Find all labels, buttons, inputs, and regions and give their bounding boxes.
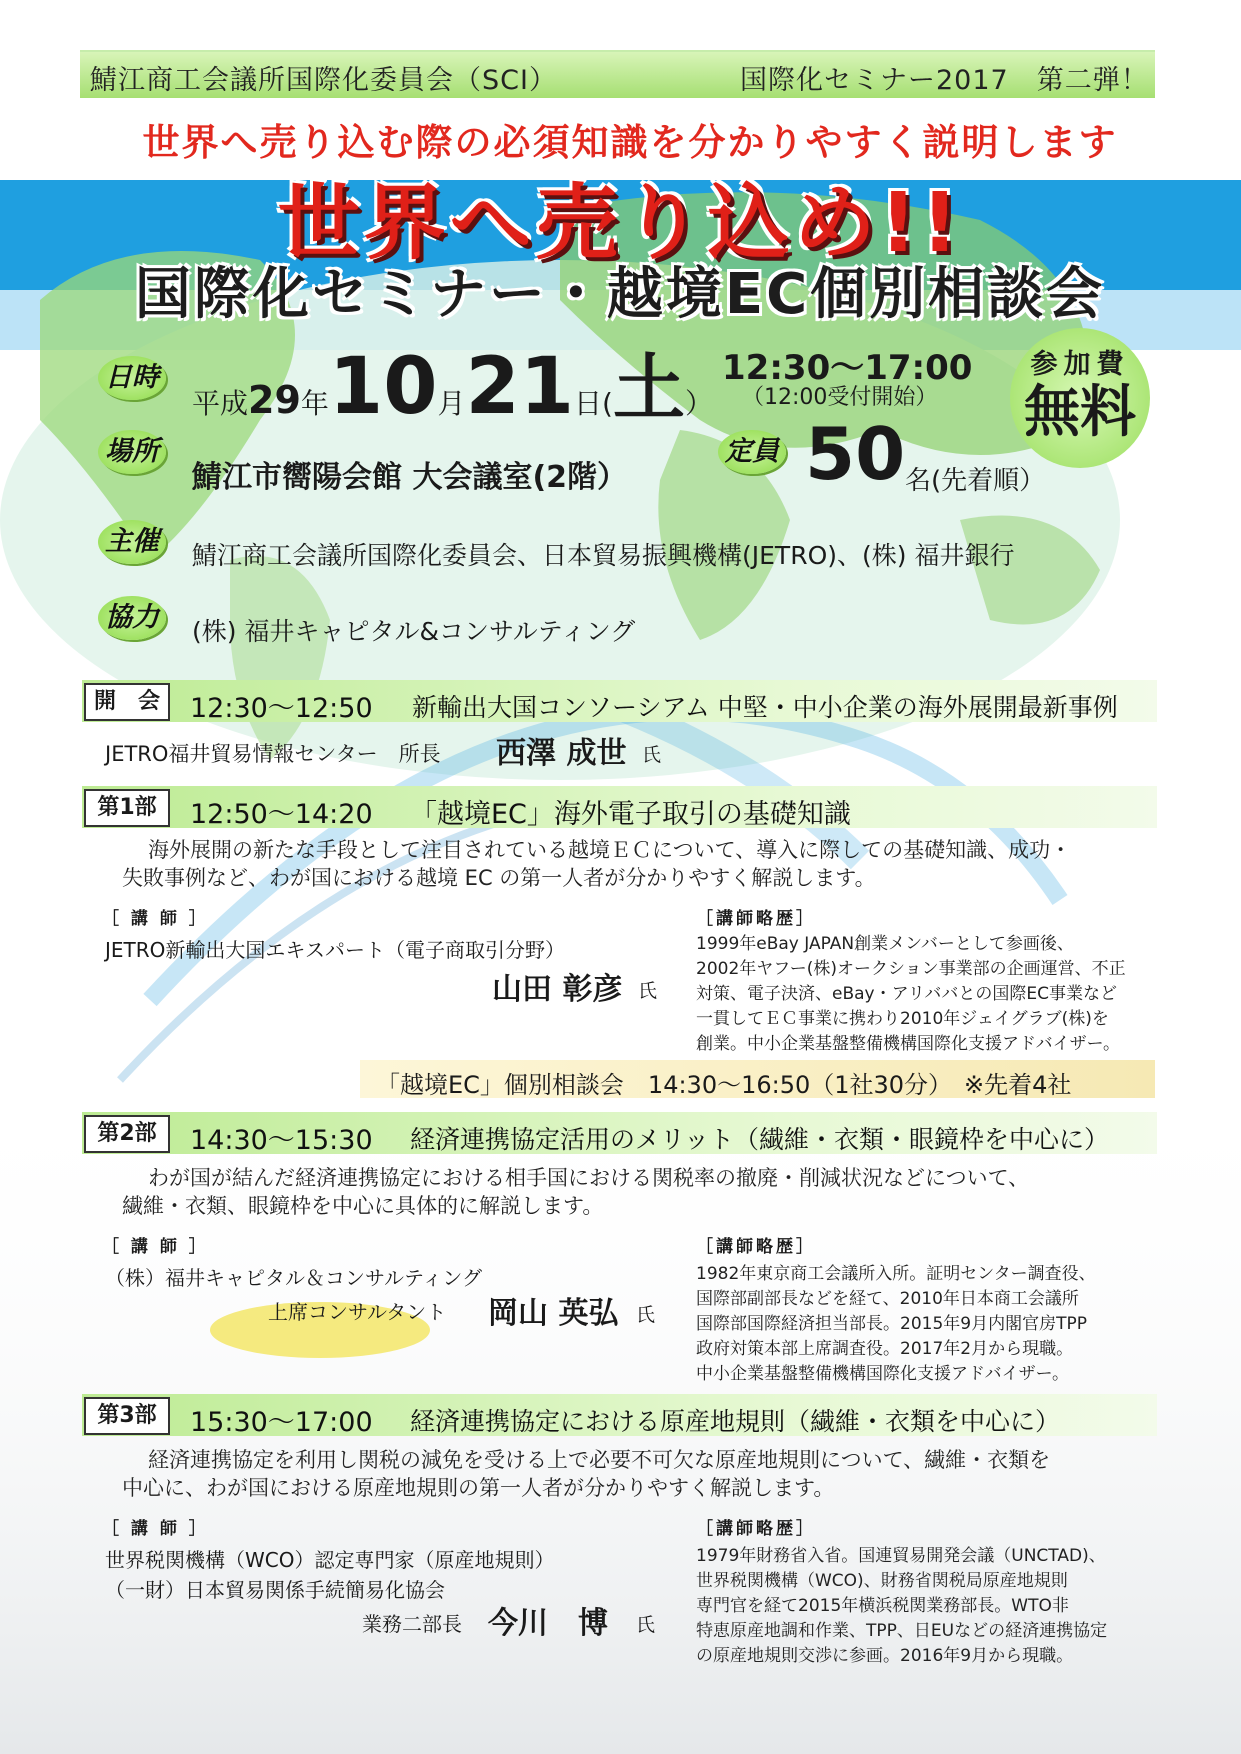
part2-label: 第2部: [84, 1115, 170, 1153]
event-date: [192, 330, 713, 434]
part3-speaker-org2: （一財）日本貿易関係手続簡易化協会: [105, 1578, 445, 1602]
weekday-close: ）: [684, 387, 713, 420]
part1-title: 「越境EC」海外電子取引の基礎知識: [410, 799, 851, 830]
organizer-label-badge: 主催: [98, 520, 166, 564]
opening-label: 開 会: [84, 683, 170, 721]
capacity-unit: 名(先着順）: [905, 466, 1046, 496]
capacity-label-badge: 定員: [718, 430, 786, 474]
part3-desc-line2: 中心に、わが国における原産地規則の第一人者が分かりやすく解説します。: [122, 1476, 835, 1500]
part1-bio-line: 1999年eBay JAPAN創業メンバーとして参画後、: [696, 934, 1074, 954]
part3-desc-line1: 経済連携協定を利用し関税の減免を受ける上で必要不可欠な原産地規則について、繊維・衣類を: [148, 1448, 1051, 1472]
part3-speaker-org1: 世界税関機構（WCO）認定専門家（原産地規則）: [105, 1548, 555, 1572]
part2-title: 経済連携協定活用のメリット（繊維・衣類・眼鏡枠を中心に）: [410, 1125, 1110, 1154]
part2-honorific: 氏: [636, 1304, 656, 1326]
organizer: 鯖江商工会議所国際化委員会、日本貿易振興機構(JETRO)、(株) 福井銀行: [192, 541, 1015, 570]
part1-lecturer-label: ［ 講 師 ］: [102, 909, 209, 929]
part2-lecturer-label: ［ 講 師 ］: [102, 1237, 209, 1257]
part1-desc-line2: 失敗事例など、わが国における越境 EC の第一人者が分かりやすく解説します。: [122, 866, 876, 890]
part3-speaker-org3: 業務二部長: [362, 1612, 462, 1636]
venue-label-badge: 場所: [98, 430, 166, 474]
part2-speaker: 岡山 英弘: [488, 1296, 619, 1331]
event-title: 国際化セミナー・越境EC個別相談会: [134, 262, 1106, 327]
fee-value: 無料: [1024, 380, 1136, 445]
day: 21: [465, 342, 575, 432]
weekday: 土: [612, 346, 685, 430]
part2-bio-line: 国際部副部長などを経て、2010年日本商工会議所: [696, 1289, 1079, 1309]
header-organizer: 鯖江商工会議所国際化委員会（SCI）: [90, 65, 557, 96]
part2-bio-label: ［講師略歴］: [696, 1237, 816, 1257]
part3-lecturer-label: ［ 講 師 ］: [102, 1519, 209, 1539]
part1-speaker-org: JETRO新輸出大国エキスパート（電子商取引分野）: [105, 938, 565, 962]
part3-time: 15:30〜17:00: [190, 1407, 373, 1438]
part1-honorific: 氏: [638, 980, 658, 1002]
date-label-badge: 日時: [98, 356, 166, 400]
event-time: 12:30〜17:00: [722, 348, 973, 388]
part3-bio-line: 1979年財務省入省。国連貿易開発会議（UNCTAD)、: [696, 1546, 1106, 1566]
part1-speaker: 山田 彰彦: [492, 972, 623, 1007]
month: 10: [328, 342, 438, 432]
part2-speaker-org2: 上席コンサルタント: [268, 1300, 447, 1324]
part3-bio-line: 世界税関機構（WCO)、財務省関税局原産地規則: [696, 1571, 1068, 1591]
capacity: 50: [805, 412, 906, 496]
part3-title: 経済連携協定における原産地規則（繊維・衣類を中心に）: [410, 1407, 1061, 1436]
part1-bio-line: 対策、電子決済、eBay・アリババとの国際EC事業など: [696, 984, 1118, 1004]
opening-title: 新輸出大国コンソーシアム 中堅・中小企業の海外展開最新事例: [412, 693, 1118, 722]
part2-bio: [696, 1262, 1156, 1387]
opening-honorific: 氏: [642, 744, 662, 766]
part3-bio-line: 特恵原産地調和作業、TPP、日EUなどの経済連携協定: [696, 1621, 1108, 1641]
part1-bio-line: 創業。中小企業基盤整備機構国際化支援アドバイザー。: [696, 1034, 1120, 1054]
header-series: 国際化セミナー2017 第二弾！: [740, 65, 1149, 96]
opening-speaker: 西澤 成世: [496, 736, 627, 771]
fee-circle: [1010, 328, 1150, 468]
part1-bio: [696, 932, 1156, 1057]
part3-honorific: 氏: [636, 1614, 656, 1636]
opening-speaker-org: JETRO福井貿易情報センター 所長: [105, 742, 441, 766]
fee-label: 参加費: [1030, 349, 1130, 380]
month-unit: 月: [437, 387, 466, 420]
venue: 鯖江市嚮陽会館 大会議室(2階）: [192, 460, 628, 495]
part3-bio: [696, 1544, 1156, 1669]
day-unit: 日(: [574, 387, 613, 420]
part1-desc-line1: 海外展開の新たな手段として注目されている越境ＥＣについて、導入に際しての基礎知識、成功・: [148, 838, 1072, 862]
cooperation-label-badge: 協力: [98, 596, 166, 640]
part3-bio-label: ［講師略歴］: [696, 1519, 816, 1539]
part3-bio-line: 専門官を経て2015年横浜税関業務部長。WTO非: [696, 1596, 1069, 1616]
consultation: 「越境EC」個別相談会 14:30〜16:50（1社30分） ※先着4社: [376, 1071, 1072, 1099]
part1-label: 第1部: [84, 789, 170, 827]
part2-bio-line: 1982年東京商工会議所入所。証明センター調査役、: [696, 1264, 1096, 1284]
reception-time: （12:00受付開始）: [742, 385, 938, 410]
cooperation: (株) 福井キャピタル&コンサルティング: [192, 617, 636, 646]
year-unit: 年: [300, 387, 329, 420]
part3-bio-line: の原産地規則交渉に参画。2016年9月から現職。: [696, 1646, 1074, 1666]
part1-bio-line: 2002年ヤフー(株)オークション事業部の企画運営、不正: [696, 959, 1126, 979]
part1-bio-label: ［講師略歴］: [696, 909, 816, 929]
part2-desc-line2: 繊維・衣類、眼鏡枠を中心に具体的に解説します。: [122, 1194, 604, 1218]
year: 29: [248, 378, 301, 422]
part2-bio-line: 政府対策本部上席調査役。2017年2月から現職。: [696, 1339, 1074, 1359]
subtitle: 世界へ売り込む際の必須知識を分かりやすく説明します: [142, 121, 1118, 164]
part2-time: 14:30〜15:30: [190, 1125, 373, 1156]
part2-bio-line: 国際部国際経済担当部長。2015年9月内閣官房TPP: [696, 1314, 1087, 1334]
part1-time: 12:50〜14:20: [190, 799, 373, 830]
part3-label: 第3部: [84, 1397, 170, 1435]
main-title: 世界へ売り込め!!: [277, 176, 963, 271]
part2-bio-line: 中小企業基盤整備機構国際化支援アドバイザー。: [696, 1364, 1069, 1384]
era: 平成: [192, 387, 249, 420]
part2-speaker-org1: （株）福井キャピタル＆コンサルティング: [105, 1266, 482, 1290]
part3-speaker: 今川 博: [488, 1606, 608, 1641]
opening-time: 12:30〜12:50: [190, 693, 373, 724]
part2-desc-line1: わが国が結んだ経済連携協定における相手国における関税率の撤廃・削減状況などについて、: [148, 1166, 1030, 1190]
part1-bio-line: 一貫してＥＣ事業に携わり2010年ジェイグラブ(株)を: [696, 1009, 1109, 1029]
